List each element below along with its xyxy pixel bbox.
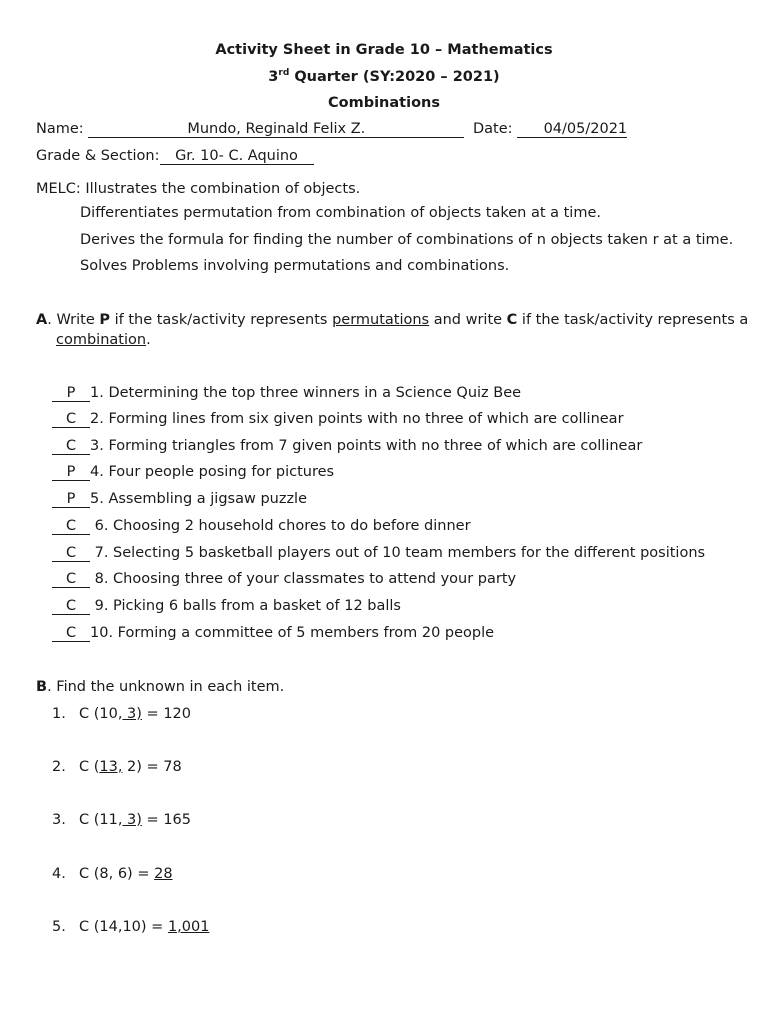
answer-blank: C xyxy=(52,598,90,615)
list-item: 1. C (10, 3) = 120 xyxy=(52,706,191,722)
list-item: 5. C (14,10) = 1,001 xyxy=(52,919,210,935)
answer-blank: P xyxy=(52,385,90,402)
section-label: Grade & Section: xyxy=(36,148,160,164)
answer-blank: C xyxy=(52,438,90,455)
quarter-text: Quarter (SY:2020 – 2021) xyxy=(289,69,500,85)
answer-value: 28 xyxy=(154,866,173,882)
answer-blank: C xyxy=(52,625,90,642)
date-row xyxy=(473,121,627,138)
part-b-instruction: B. Find the unknown in each item. xyxy=(36,679,285,695)
item-number: 4. xyxy=(52,866,66,882)
list-item xyxy=(52,411,624,428)
answer-blank: C xyxy=(52,411,90,428)
part-a-letter: A xyxy=(36,312,48,328)
answer-value: 1,001 xyxy=(167,919,210,935)
item-text: 5. Assembling a jigsaw puzzle xyxy=(90,491,308,507)
item-number: 2. xyxy=(52,759,66,775)
name-row xyxy=(36,121,464,138)
list-item xyxy=(52,571,516,588)
melc-item: Solves Problems involving permutations and combinations. xyxy=(80,258,510,274)
melc-item: Derives the formula for finding the number of combinations of n objects taken r at a time. xyxy=(80,232,734,248)
topic-title: Combinations xyxy=(328,95,440,111)
list-item: 4. C (8, 6) = 28 xyxy=(52,866,173,882)
item-number: 5. xyxy=(52,919,66,935)
item-text: 6. Choosing 2 household chores to do before dinner xyxy=(90,518,471,534)
melc-item: Illustrates the combination of objects. xyxy=(85,181,361,197)
item-text: 1. Determining the top three winners in a Science Quiz Bee xyxy=(90,385,522,401)
item-text: 2. Forming lines from six given points with no three of which are collinear xyxy=(90,411,624,427)
list-item xyxy=(52,385,521,402)
quarter-number: 3 xyxy=(268,69,279,85)
date-label: Date: xyxy=(473,121,513,137)
item-text: 7. Selecting 5 basketball players out of 10 team members for the different positions xyxy=(90,545,706,561)
name-label: Name: xyxy=(36,121,84,137)
list-item: 3. C (11, 3) = 165 xyxy=(52,812,191,828)
name-field: Mundo, Reginald Felix Z. xyxy=(88,121,464,138)
section-row xyxy=(36,148,314,165)
list-item: 2. C (13, 2) = 78 xyxy=(52,759,182,775)
answer-blank: P xyxy=(52,491,90,508)
date-field: 04/05/2021 xyxy=(517,121,627,138)
answer-value: 3) xyxy=(122,812,142,828)
part-a-instruction-cont: combination. xyxy=(56,332,151,348)
list-item xyxy=(52,438,642,455)
item-number: 3. xyxy=(52,812,66,828)
answer-value: 3) xyxy=(122,706,142,722)
melc-item: Differentiates permutation from combination of objects taken at a time. xyxy=(80,205,601,221)
part-a-instruction: A. Write P if the task/activity represents permutations and write C if the task/activity represents a xyxy=(36,312,749,328)
item-number: 1. xyxy=(52,706,66,722)
answer-blank: P xyxy=(52,464,90,481)
list-item xyxy=(52,625,494,642)
item-text: 9. Picking 6 balls from a basket of 12 balls xyxy=(90,598,401,614)
item-text: 3. Forming triangles from 7 given points with no three of which are collinear xyxy=(90,438,643,454)
quarter-line xyxy=(0,69,768,85)
sheet-title: Activity Sheet in Grade 10 – Mathematics xyxy=(215,42,553,58)
answer-value: 13, xyxy=(99,759,123,775)
answer-blank: C xyxy=(52,545,90,562)
list-item xyxy=(52,545,705,562)
answer-blank: C xyxy=(52,571,90,588)
list-item xyxy=(52,491,307,508)
list-item xyxy=(52,518,471,535)
answer-blank: C xyxy=(52,518,90,535)
list-item xyxy=(52,464,334,481)
item-text: 4. Four people posing for pictures xyxy=(90,464,335,480)
item-text: 10. Forming a committee of 5 members from 20 people xyxy=(90,625,495,641)
melc-label: MELC: xyxy=(36,181,81,197)
list-item xyxy=(52,598,401,615)
item-text: 8. Choosing three of your classmates to attend your party xyxy=(90,571,517,587)
melc-line-1 xyxy=(36,181,360,197)
quarter-suffix: rd xyxy=(278,68,290,79)
part-b-letter: B xyxy=(36,679,48,695)
section-field: Gr. 10- C. Aquino xyxy=(160,148,314,165)
